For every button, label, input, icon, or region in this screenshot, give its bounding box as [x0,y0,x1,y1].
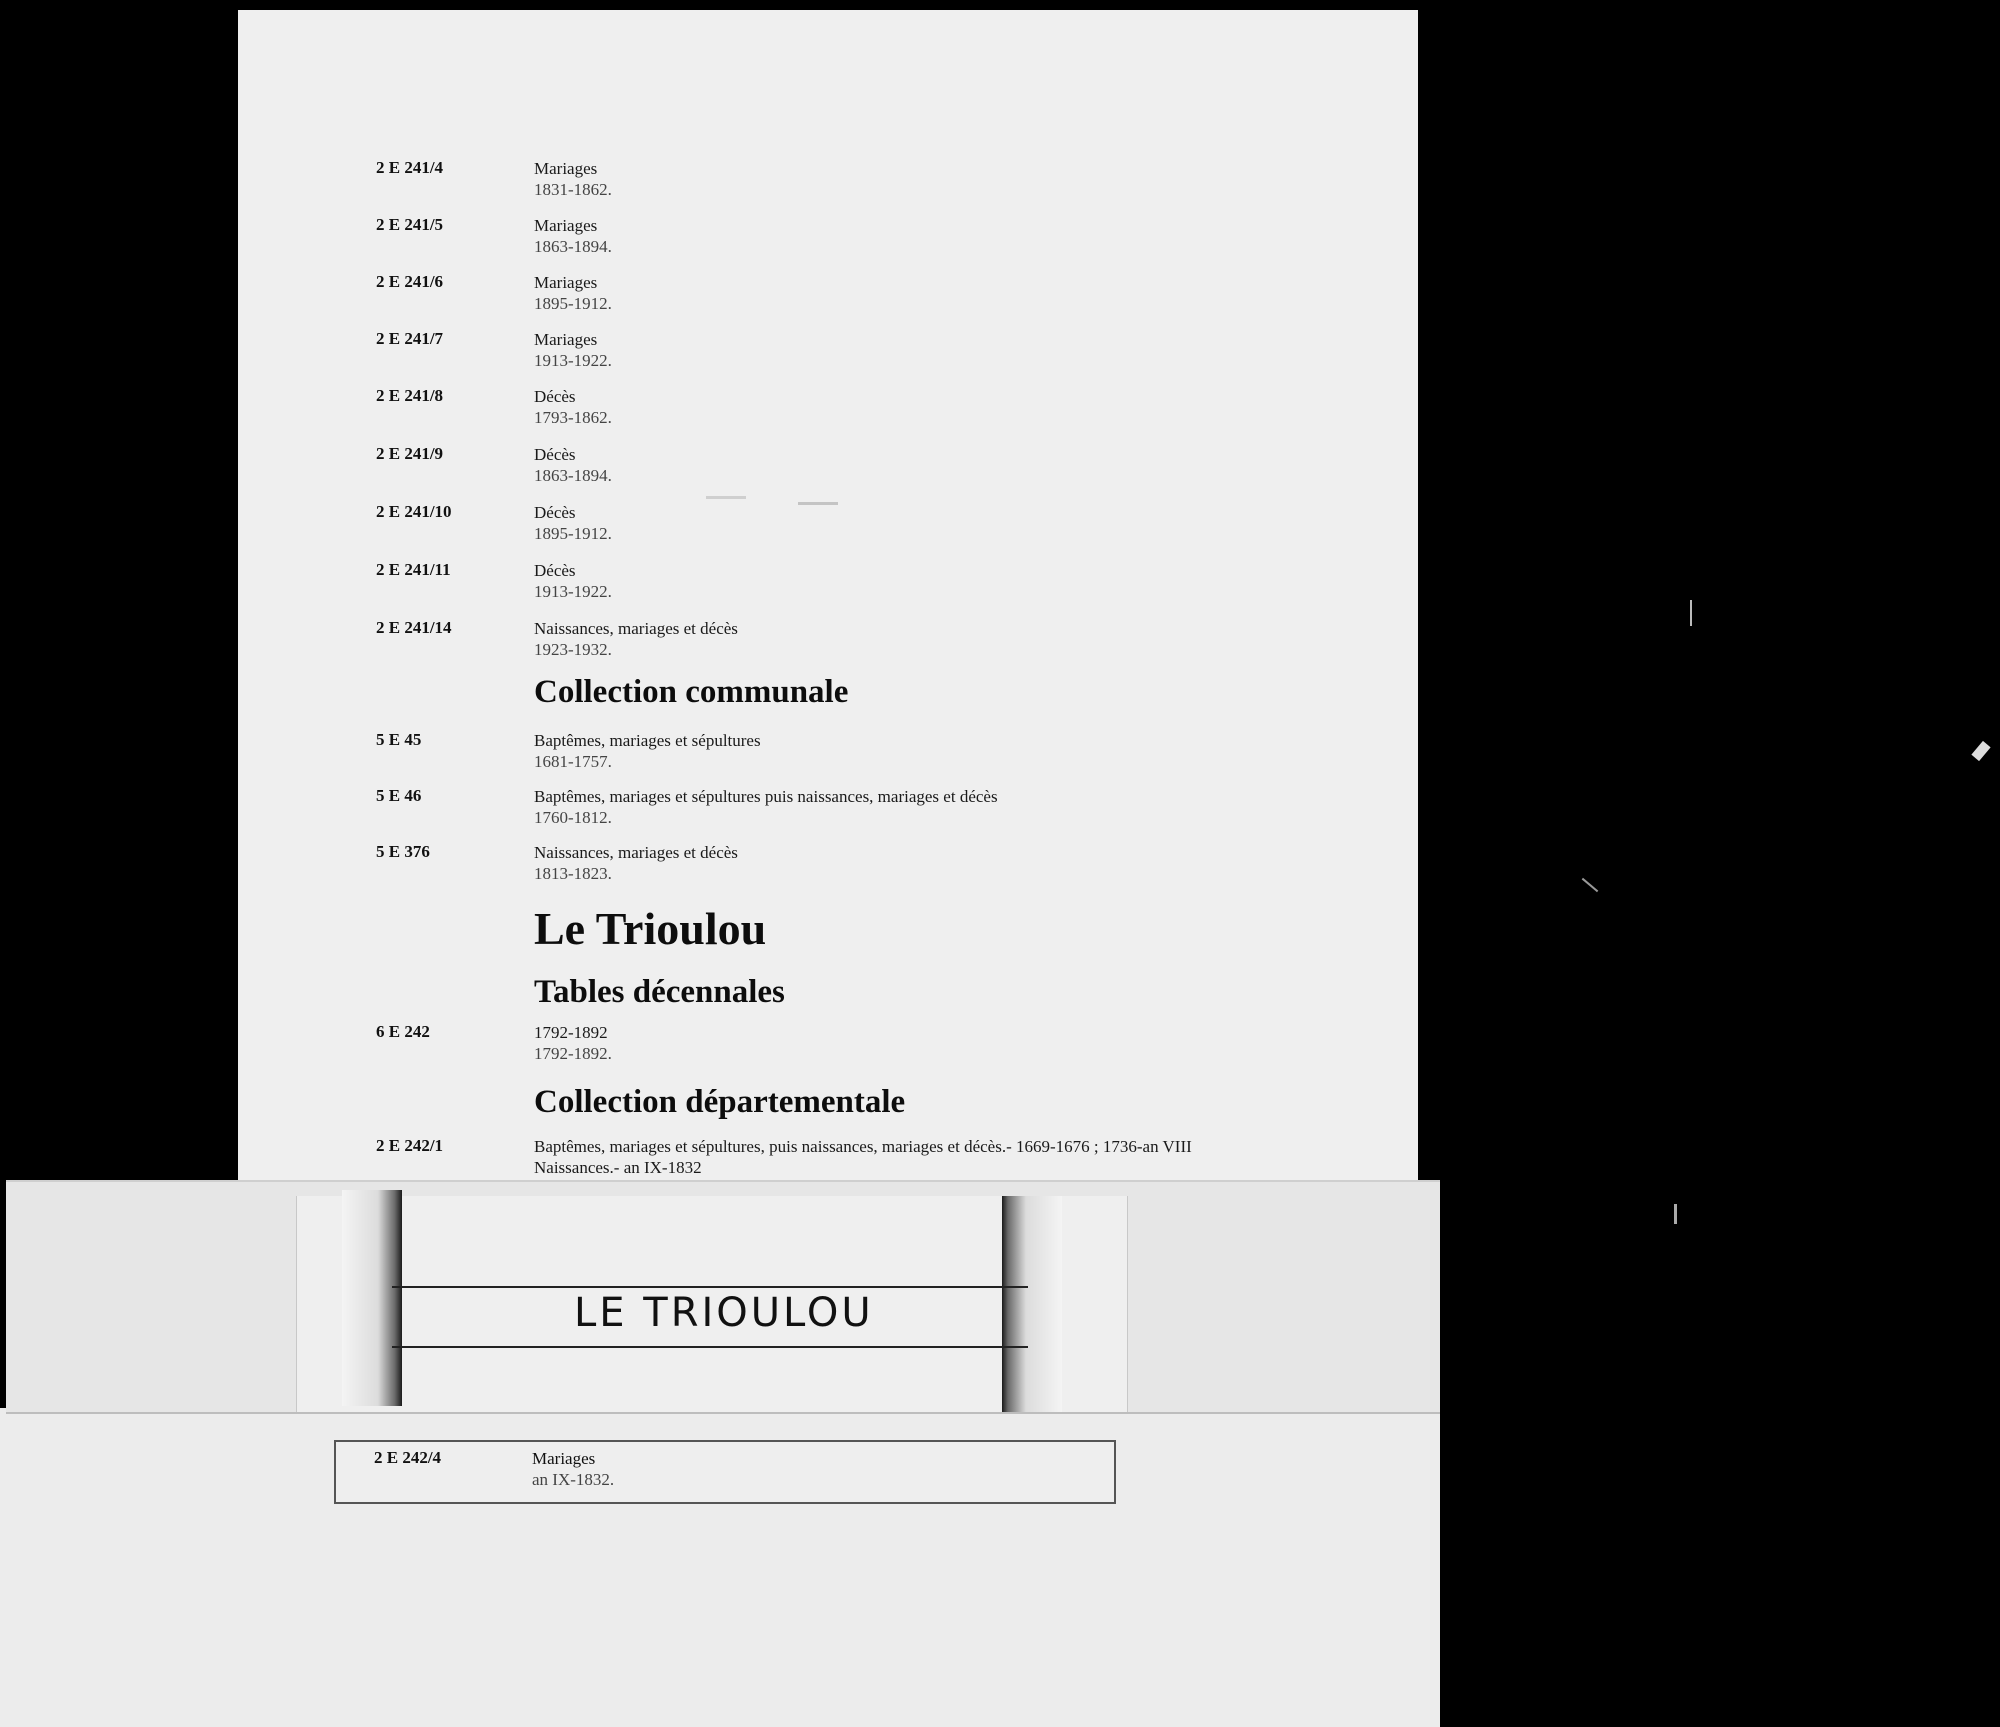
scan-mark [706,496,746,499]
band-fold-right [1002,1196,1062,1412]
entry-years: 1681-1757. [534,752,612,771]
entry-title: Décès [534,561,576,580]
entry-code: 2 E 242/1 [376,1136,444,1155]
section-heading-departementale: Collection départementale [534,1084,906,1120]
entry-title: Baptêmes, mariages et sépultures [534,731,761,750]
entry-years: 1863-1894. [534,466,612,485]
entry-code: 2 E 241/11 [376,560,451,579]
entry-title: Baptêmes, mariages et sépultures puis naissances, mariages et décès [534,787,998,806]
entry-code: 2 E 241/4 [376,158,444,177]
entry-code: 2 E 241/8 [376,386,444,405]
entry-title: Mariages [534,216,598,235]
entry-code: 5 E 46 [376,786,422,805]
entry-years: 1913-1922. [534,351,612,370]
entry-title: Naissances, mariages et décès [534,619,738,638]
entry-code: 2 E 241/10 [376,502,452,521]
band-label: LE TRIOULOU [574,1290,874,1336]
entry-line-1: Baptêmes, mariages et sépultures, puis naissances, mariages et décès.- 1669-1676 ; 1736-an VIII [534,1137,1192,1156]
entry-years: 1895-1912. [534,294,612,313]
scan-mark [1674,1204,1677,1224]
entry-title: Décès [534,445,576,464]
band-rule-bottom [392,1346,1028,1348]
entry-title: Décès [534,387,576,406]
entry-title: Décès [534,503,576,522]
section-heading-tables: Tables décennales [534,974,785,1010]
scan-mark [798,502,838,505]
entry-line-2: Naissances.- an IX-1832 [534,1158,702,1177]
entry-title: Mariages [534,330,598,349]
entry-years: 1831-1862. [534,180,612,199]
band-rule-top [392,1286,1028,1288]
entry-years: 1863-1894. [534,237,612,256]
commune-title: Le Trioulou [534,903,767,954]
entry-title: Mariages [534,159,598,178]
entry-years: 1792-1892. [534,1044,612,1063]
entry-code: 6 E 242 [376,1022,430,1041]
entry-code: 2 E 241/7 [376,329,444,348]
entry-years: 1913-1922. [534,582,612,601]
entry-years: 1895-1912. [534,524,612,543]
entry-years: 1813-1823. [534,864,612,883]
entry-code: 2 E 241/14 [376,618,452,637]
entry-code: 2 E 241/9 [376,444,444,463]
entry-years: 1760-1812. [534,808,612,827]
scan-mark [1690,600,1692,626]
entry-title: Naissances, mariages et décès [534,843,738,862]
band-fold-left [342,1190,402,1406]
entry-code: 2 E 241/6 [376,272,444,291]
scan-mark [1582,878,1599,892]
bottom-entry-box [334,1440,1116,1504]
section-heading-communale: Collection communale [534,674,849,710]
entry-title: 1792-1892 [534,1023,608,1042]
entry-title: Mariages [534,273,598,292]
entry-code: 5 E 45 [376,730,422,749]
entry-code: 2 E 241/5 [376,215,444,234]
entry-years: 1793-1862. [534,408,612,427]
entry-years: 1923-1932. [534,640,612,659]
scan-mark [1971,741,1990,761]
entry-title: Mariages [532,1449,596,1468]
entry-years: an IX-1832. [532,1470,615,1489]
entry-code: 5 E 376 [376,842,430,861]
entry-code: 2 E 242/4 [374,1448,442,1467]
